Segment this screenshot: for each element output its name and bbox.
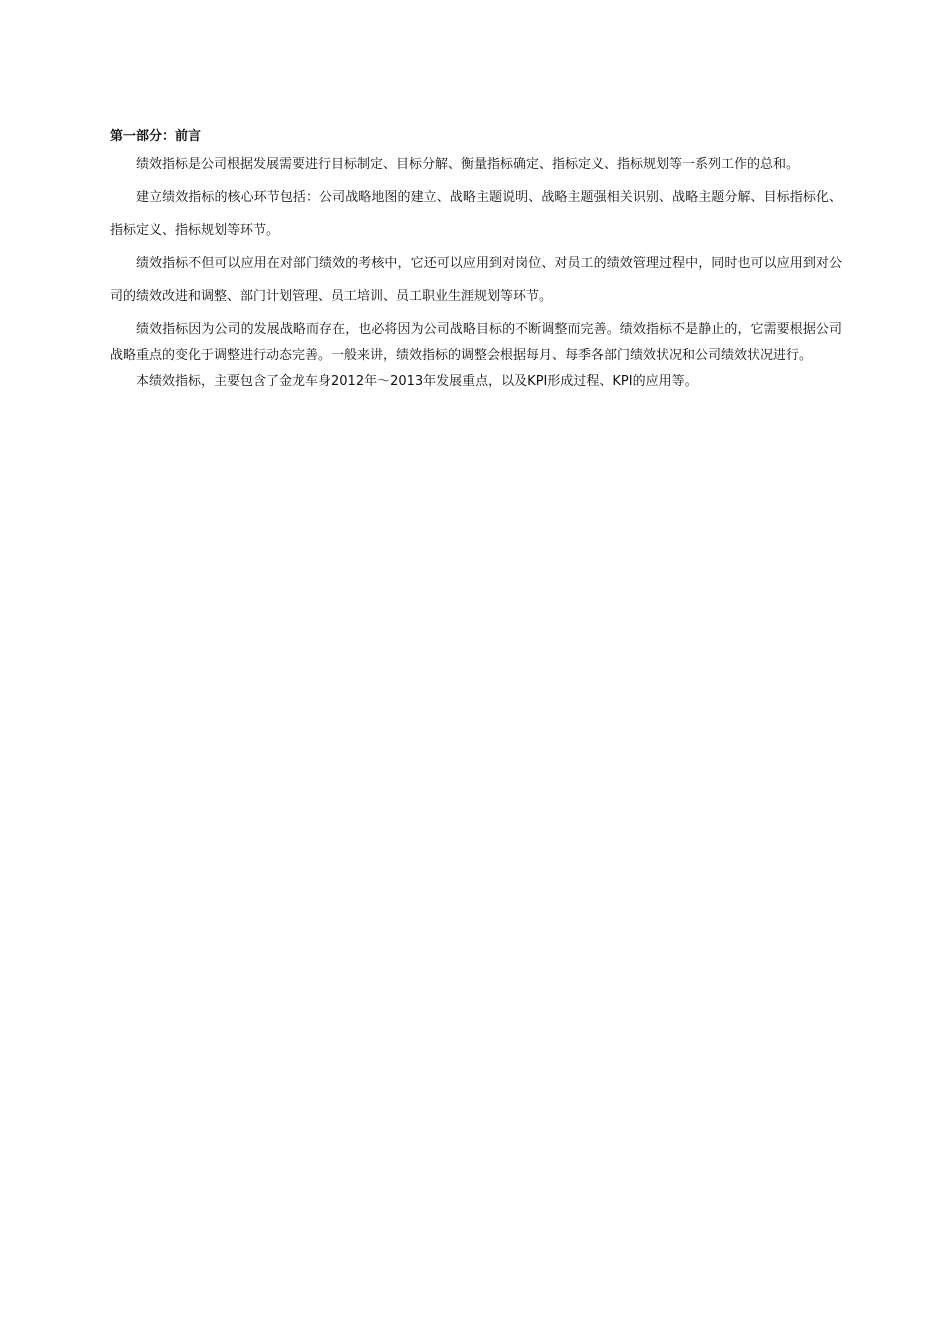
paragraph-2: 建立绩效指标的核心环节包括：公司战略地图的建立、战略主题说明、战略主题强相关识别、战略主题分解、目标指标化、指标定义、指标规划等环节。 bbox=[110, 190, 842, 238]
paragraph-4: 绩效指标因为公司的发展战略而存在，也必将因为公司战略目标的不断调整而完善。绩效指标不是静止的，它需要根据公司战略重点的变化于调整进行动态完善。一般来讲，绩效指标的调整会根据每月、每季各部门绩效状况和公司绩效状况进行。 bbox=[110, 322, 842, 363]
section-heading: 第一部分：前言 bbox=[110, 129, 202, 144]
paragraph-3: 绩效指标不但可以应用在对部门绩效的考核中，它还可以应用到对岗位、对员工的绩效管理过程中，同时也可以应用到对公司的绩效改进和调整、部门计划管理、员工培训、员工职业生涯规划等环节。 bbox=[110, 256, 842, 304]
document-body bbox=[110, 126, 842, 395]
paragraph-5: 本绩效指标，主要包含了金龙车身2012年～2013年发展重点，以及KPI形成过程、KPI的应用等。 bbox=[136, 374, 698, 389]
paragraph-1: 绩效指标是公司根据发展需要进行目标制定、目标分解、衡量指标确定、指标定义、指标规划等一系列工作的总和。 bbox=[136, 157, 800, 172]
